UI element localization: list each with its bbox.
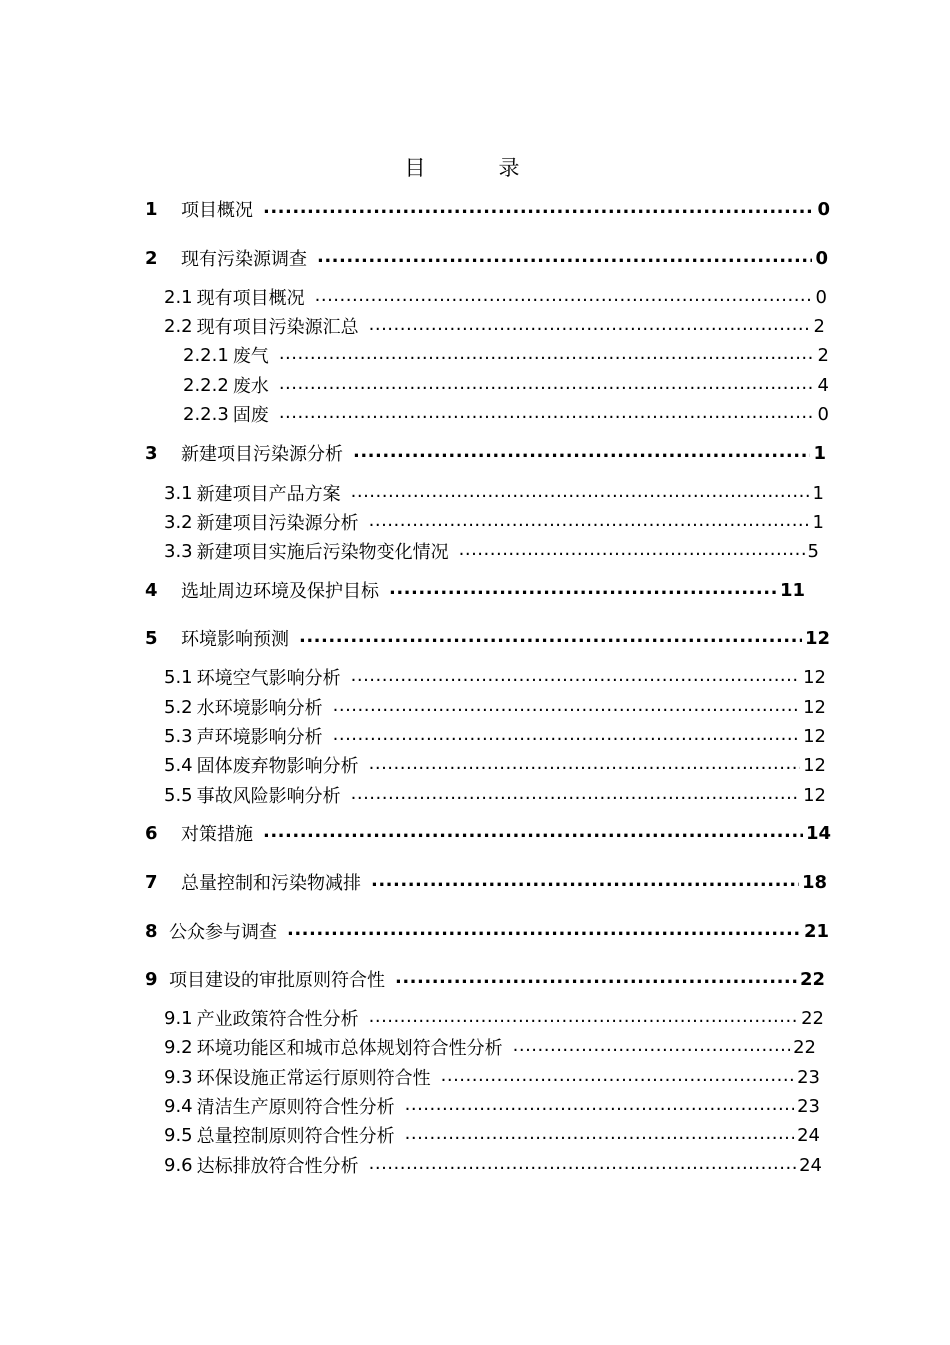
toc-entry[interactable] bbox=[164, 1034, 816, 1060]
toc-entry[interactable] bbox=[164, 752, 826, 778]
toc-entry[interactable] bbox=[164, 723, 826, 749]
toc-entry-label: 产业政策符合性分析 bbox=[196, 1009, 359, 1030]
toc-entry[interactable] bbox=[164, 694, 826, 720]
toc-entry[interactable] bbox=[183, 401, 829, 427]
toc-leader-dots bbox=[299, 625, 802, 651]
toc-entry[interactable] bbox=[164, 284, 827, 310]
toc-entry-page: 14 bbox=[805, 822, 831, 844]
toc-leader-dots bbox=[279, 342, 815, 368]
toc-entry-page: 12 bbox=[804, 627, 830, 649]
toc-entry-number: 9.5 bbox=[164, 1124, 193, 1146]
toc-leader-dots bbox=[263, 820, 803, 846]
toc-leader-dots bbox=[279, 401, 815, 427]
toc-entry-label: 新建项目污染源分析 bbox=[181, 444, 343, 465]
toc-entry-number: 2.1 bbox=[164, 286, 193, 308]
toc-entry-page: 12 bbox=[803, 754, 826, 776]
toc-entry-page: 0 bbox=[817, 403, 829, 425]
toc-entry-label: 清洁生产原则符合性分析 bbox=[196, 1097, 395, 1118]
toc-entry-label: 现有项目概况 bbox=[196, 288, 305, 309]
toc-entry-label: 现有项目污染源汇总 bbox=[196, 317, 359, 338]
toc-entry-label: 固废 bbox=[232, 405, 269, 426]
toc-entry-page: 1 bbox=[812, 511, 824, 533]
toc-entry-page: 12 bbox=[803, 666, 826, 688]
toc-entry-label: 达标排放符合性分析 bbox=[196, 1156, 359, 1177]
toc-leader-dots bbox=[333, 723, 800, 749]
toc-entry-page: 12 bbox=[803, 696, 826, 718]
toc-entry-number: 3 bbox=[145, 442, 158, 464]
toc-entry-page: 24 bbox=[797, 1124, 820, 1146]
toc-entry-label: 水环境影响分析 bbox=[196, 698, 323, 719]
toc-entry-page: 23 bbox=[797, 1095, 820, 1117]
toc-entry[interactable] bbox=[145, 869, 827, 895]
toc-leader-dots bbox=[369, 313, 811, 339]
toc-entry-number: 9.3 bbox=[164, 1066, 193, 1088]
toc-entry-number: 2.2.1 bbox=[183, 344, 229, 366]
toc-leader-dots bbox=[405, 1122, 794, 1148]
toc-entry-label: 新建项目实施后污染物变化情况 bbox=[196, 542, 449, 563]
toc-entry-number: 3.3 bbox=[164, 540, 193, 562]
toc-entry-page: 4 bbox=[817, 374, 829, 396]
toc-entry-label: 公众参与调查 bbox=[169, 922, 277, 943]
toc-entry-number: 9.4 bbox=[164, 1095, 193, 1117]
toc-entry[interactable] bbox=[164, 509, 824, 535]
toc-entry-page: 2 bbox=[817, 344, 829, 366]
toc-entry[interactable] bbox=[183, 372, 829, 398]
toc-entry-number: 7 bbox=[145, 871, 158, 893]
toc-entry-number: 5.4 bbox=[164, 754, 193, 776]
toc-leader-dots bbox=[441, 1064, 794, 1090]
toc-entry-label: 总量控制和污染物减排 bbox=[181, 873, 361, 894]
toc-entry-label: 对策措施 bbox=[181, 824, 253, 845]
toc-entry-number: 9.2 bbox=[164, 1036, 193, 1058]
toc-leader-dots bbox=[263, 196, 814, 222]
toc-entry-number: 5.2 bbox=[164, 696, 193, 718]
toc-entry-page: 0 bbox=[815, 286, 827, 308]
toc-leader-dots bbox=[369, 1005, 798, 1031]
toc-entry-number: 2.2.3 bbox=[183, 403, 229, 425]
toc-entry-number: 5.1 bbox=[164, 666, 193, 688]
toc-entry[interactable] bbox=[164, 1152, 822, 1178]
toc-entry-label: 新建项目污染源分析 bbox=[196, 513, 359, 534]
toc-entry[interactable] bbox=[145, 440, 826, 466]
toc-entry-label: 环境功能区和城市总体规划符合性分析 bbox=[196, 1038, 503, 1059]
toc-leader-dots bbox=[317, 245, 812, 271]
toc-leader-dots bbox=[389, 577, 777, 603]
toc-entry-page: 1 bbox=[813, 442, 826, 464]
toc-entry-page: 24 bbox=[799, 1154, 822, 1176]
toc-entry[interactable] bbox=[164, 1064, 820, 1090]
toc-leader-dots bbox=[287, 918, 801, 944]
toc-entry-number: 4 bbox=[145, 579, 158, 601]
toc-entry-number: 2.2.2 bbox=[183, 374, 229, 396]
toc-entry-page: 5 bbox=[807, 540, 819, 562]
toc-leader-dots bbox=[351, 782, 800, 808]
toc-entry-label: 废气 bbox=[232, 346, 269, 367]
toc-entry-label: 项目建设的审批原则符合性 bbox=[169, 970, 385, 991]
toc-entry-page: 2 bbox=[813, 315, 825, 337]
toc-entry-page: 0 bbox=[815, 247, 828, 269]
toc-entry-label: 选址周边环境及保护目标 bbox=[181, 581, 379, 602]
toc-leader-dots bbox=[369, 752, 800, 778]
toc-entry-number: 8 bbox=[145, 920, 158, 942]
toc-entry-label: 项目概况 bbox=[181, 200, 253, 221]
toc-leader-dots bbox=[371, 869, 799, 895]
toc-entry-page: 22 bbox=[801, 1007, 824, 1029]
toc-entry-label: 废水 bbox=[232, 376, 269, 397]
toc-entry-number: 5.5 bbox=[164, 784, 193, 806]
toc-entry-number: 3.1 bbox=[164, 482, 193, 504]
toc-entry[interactable] bbox=[145, 918, 829, 944]
toc-entry[interactable] bbox=[164, 1093, 820, 1119]
toc-entry[interactable] bbox=[145, 577, 805, 603]
toc-entry-number: 9 bbox=[145, 968, 158, 990]
toc-entry-page: 22 bbox=[793, 1036, 816, 1058]
toc-entry-label: 现有污染源调查 bbox=[181, 249, 307, 270]
toc-leader-dots bbox=[279, 372, 815, 398]
toc-leader-dots bbox=[353, 440, 810, 466]
toc-entry-number: 5 bbox=[145, 627, 158, 649]
toc-leader-dots bbox=[395, 966, 797, 992]
toc-entry-label: 新建项目产品方案 bbox=[196, 484, 341, 505]
toc-entry-page: 12 bbox=[803, 725, 826, 747]
toc-entry-page: 21 bbox=[803, 920, 829, 942]
toc-entry-number: 6 bbox=[145, 822, 158, 844]
toc-entry[interactable] bbox=[164, 480, 824, 506]
toc-leader-dots bbox=[333, 694, 800, 720]
toc-leader-dots bbox=[351, 664, 800, 690]
toc-entry[interactable] bbox=[164, 1005, 824, 1031]
toc-entry-page: 23 bbox=[797, 1066, 820, 1088]
toc-entry-label: 事故风险影响分析 bbox=[196, 786, 341, 807]
toc-leader-dots bbox=[459, 538, 805, 564]
toc-entry[interactable] bbox=[164, 664, 826, 690]
toc-entry[interactable] bbox=[145, 820, 831, 846]
toc-entry[interactable] bbox=[164, 1122, 820, 1148]
toc-entry[interactable] bbox=[145, 966, 825, 992]
toc-entry-label: 环境空气影响分析 bbox=[196, 668, 341, 689]
toc-entry-page: 0 bbox=[817, 198, 830, 220]
toc-entry[interactable] bbox=[164, 782, 826, 808]
toc-entry-number: 9.1 bbox=[164, 1007, 193, 1029]
toc-title: 目 录 bbox=[404, 156, 546, 180]
toc-entry-number: 5.3 bbox=[164, 725, 193, 747]
toc-entry-page: 18 bbox=[801, 871, 827, 893]
toc-entry-number: 9.6 bbox=[164, 1154, 193, 1176]
toc-entry-page: 11 bbox=[779, 579, 805, 601]
toc-leader-dots bbox=[351, 480, 810, 506]
toc-entry[interactable] bbox=[183, 342, 829, 368]
toc-entry[interactable] bbox=[164, 538, 819, 564]
toc-leader-dots bbox=[369, 1152, 796, 1178]
toc-entry[interactable] bbox=[145, 245, 828, 271]
toc-entry[interactable] bbox=[164, 313, 825, 339]
toc-entry-label: 总量控制原则符合性分析 bbox=[196, 1126, 395, 1147]
toc-leader-dots bbox=[315, 284, 813, 310]
toc-entry[interactable] bbox=[145, 196, 830, 222]
toc-entry-label: 环境影响预测 bbox=[181, 629, 289, 650]
toc-entry-number: 1 bbox=[145, 198, 158, 220]
toc-entry-page: 22 bbox=[799, 968, 825, 990]
toc-entry-number: 2 bbox=[145, 247, 158, 269]
toc-entry-page: 1 bbox=[812, 482, 824, 504]
toc-entry-page: 12 bbox=[803, 784, 826, 806]
toc-entry-number: 3.2 bbox=[164, 511, 193, 533]
toc-entry[interactable] bbox=[145, 625, 830, 651]
toc-entry-label: 固体废弃物影响分析 bbox=[196, 756, 359, 777]
toc-entry-label: 环保设施正常运行原则符合性 bbox=[196, 1068, 431, 1089]
toc-leader-dots bbox=[369, 509, 810, 535]
toc-leader-dots bbox=[405, 1093, 794, 1119]
toc-leader-dots bbox=[513, 1034, 790, 1060]
toc-entry-label: 声环境影响分析 bbox=[196, 727, 323, 748]
toc-entry-number: 2.2 bbox=[164, 315, 193, 337]
